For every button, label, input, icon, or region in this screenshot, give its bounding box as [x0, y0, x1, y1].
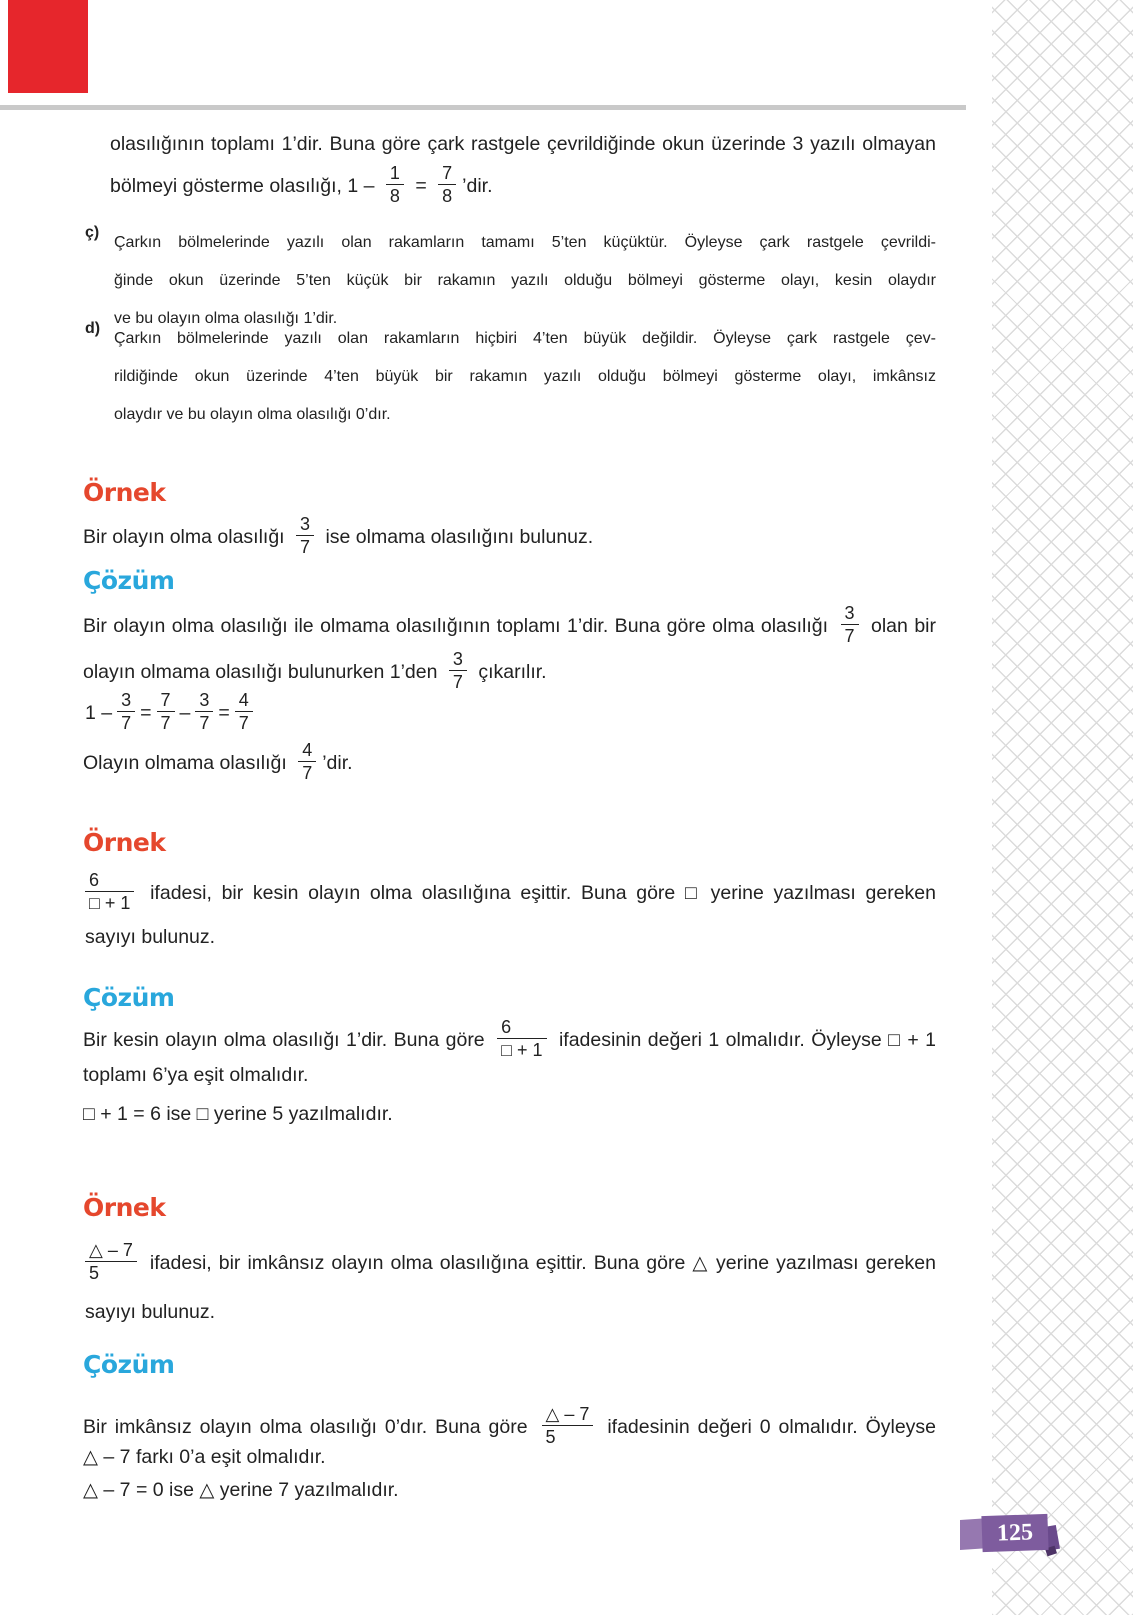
solution2-line-1	[83, 1012, 936, 1068]
fraction-numerator: 3	[300, 513, 311, 534]
fraction-numerator: 3	[121, 689, 132, 710]
equation-term: 1 –	[85, 702, 113, 724]
solution1-equation	[85, 688, 938, 738]
intro-line-2-suffix: ’dir.	[462, 175, 493, 197]
example-heading: Örnek	[83, 478, 166, 507]
solution3-text: Bir imkânsız olayın olma olasılığı 0’dır. Buna göre	[83, 1416, 528, 1438]
fraction	[841, 603, 859, 647]
example2-statement-2: sayıyı bulunuz.	[85, 926, 216, 948]
item-c-line-1: Çarkın bölmelerinde yazılı olan rakamların tamamı 5’ten küçüktür. Öyleyse çark rastgele çevrildi-	[114, 234, 936, 251]
fraction-denominator: □ + 1	[85, 891, 134, 914]
fraction-denominator: 8	[438, 184, 456, 207]
example1-text-after: ise olmama olasılığını bulunuz.	[325, 526, 594, 548]
solution1-text: ’dir.	[322, 752, 353, 774]
page-number-badge	[981, 1514, 1048, 1552]
crosshatch-pattern	[992, 0, 1133, 1615]
example1-text: Bir olayın olma olasılığı	[83, 526, 285, 548]
solution3-line-2: △ – 7 farkı 0’a eşit olmalıdır.	[83, 1446, 326, 1468]
solution-heading: Çözüm	[83, 566, 175, 595]
minus-sign: –	[179, 702, 191, 724]
solution2-text: ifadesinin değeri 1 olmalıdır. Öyleyse □ + 1	[558, 1029, 936, 1051]
fraction	[117, 690, 135, 734]
item-d-line-3: olaydır ve bu olayın olma olasılığı 0’dır.	[114, 406, 391, 423]
red-corner-tab	[8, 0, 88, 93]
intro-line-2	[110, 158, 936, 214]
fraction-denominator: 7	[298, 761, 316, 784]
solution2-line-3: □ + 1 = 6 ise □ yerine 5 yazılmalıdır.	[83, 1103, 393, 1125]
fraction	[542, 1404, 594, 1448]
fraction-numerator: 3	[844, 602, 855, 623]
example1-statement	[83, 509, 936, 565]
example2-statement	[85, 865, 936, 921]
solution2-text: Bir kesin olayın olma olasılığı 1’dir. Buna göre	[83, 1029, 485, 1051]
fraction-numerator: 1	[389, 162, 400, 183]
fraction-numerator: 4	[302, 739, 313, 760]
fraction	[449, 649, 467, 693]
fraction-denominator: 7	[235, 711, 253, 734]
fraction-numerator: △ – 7	[89, 1239, 133, 1260]
fraction-denominator: 7	[117, 711, 135, 734]
solution3-line-3: △ – 7 = 0 ise △ yerine 7 yazılmalıdır.	[83, 1479, 399, 1501]
fraction-numerator: 6	[89, 869, 100, 890]
intro-line-2-text: bölmeyi gösterme olasılığı, 1 –	[110, 175, 375, 197]
fraction	[298, 740, 316, 784]
fraction	[296, 514, 314, 558]
fraction-denominator: 7	[195, 711, 213, 734]
fraction	[497, 1017, 546, 1061]
solution1-text: çıkarılır.	[478, 661, 547, 683]
fraction-denominator: □ + 1	[497, 1038, 546, 1061]
fraction-denominator: 5	[85, 1261, 137, 1284]
solution1-text: olan bir	[871, 615, 936, 637]
solution1-text: Bir olayın olma olasılığı ile olmama olasılığının toplamı 1’dir. Buna göre olma olasılığı	[83, 615, 829, 637]
solution1-text: Olayın olmama olasılığı	[83, 752, 287, 774]
equals-sign: =	[415, 175, 427, 197]
fraction-denominator: 7	[296, 535, 314, 558]
solution1-line-1	[83, 603, 936, 649]
fraction	[85, 1240, 137, 1284]
fraction-numerator: △ – 7	[545, 1403, 590, 1424]
item-d-line-1: Çarkın bölmelerinde yazılı olan rakamların hiçbiri 4’ten büyük değildir. Öyleyse çark rastgele çev-	[114, 330, 936, 347]
fraction-numerator: 6	[501, 1016, 512, 1037]
fraction-numerator: 3	[452, 648, 463, 669]
fraction-denominator: 7	[841, 624, 859, 647]
item-c-line-2: ğinde okun üzerinde 5’ten küçük bir rakamın yazılı olduğu bölmeyi gösterme olayı, kesin olaydır	[114, 272, 936, 289]
solution2-line-2: toplamı 6’ya eşit olmalıdır.	[83, 1064, 309, 1086]
equals-sign: =	[140, 702, 152, 724]
fraction-numerator: 7	[442, 162, 453, 183]
fraction-numerator: 4	[238, 689, 249, 710]
list-item-d	[85, 320, 936, 434]
fraction	[195, 690, 213, 734]
page-number-ribbon	[960, 1514, 1064, 1560]
fraction-denominator: 7	[157, 711, 175, 734]
fraction-denominator: 7	[449, 670, 467, 693]
item-label: d)	[85, 320, 101, 337]
fraction	[85, 870, 134, 914]
solution1-text: olayın olmama olasılığı bulunurken 1’den	[83, 661, 438, 683]
horizontal-divider	[0, 105, 966, 110]
example2-text: ifadesi, bir kesin olayın olma olasılığına eşittir. Buna göre □ yerine yazılması gereken	[150, 882, 936, 904]
example3-statement-2: sayıyı bulunuz.	[85, 1301, 216, 1323]
example3-statement	[85, 1235, 936, 1291]
item-label: ç)	[85, 224, 100, 241]
solution3-text: ifadesinin değeri 0 olmalıdır. Öyleyse	[607, 1416, 937, 1438]
example-heading: Örnek	[83, 1193, 166, 1222]
item-c-line-3: ve bu olayın olma olasılığı 1’dir.	[114, 310, 338, 327]
solution-heading: Çözüm	[83, 983, 175, 1012]
intro-line-1: olasılığının toplamı 1’dir. Buna göre çark rastgele çevrildiğinde okun üzerinde 3 yazılı olmayan	[110, 133, 936, 155]
item-d-line-2: rildiğinde okun üzerinde 4’ten büyük bir rakamın yazılı olduğu bölmeyi gösterme olayı, imkânsız	[114, 368, 936, 385]
example-heading: Örnek	[83, 828, 166, 857]
page-number: 125	[996, 1518, 1034, 1547]
solution1-result	[83, 736, 936, 790]
fraction-denominator: 5	[542, 1425, 594, 1448]
fraction	[157, 690, 175, 734]
example3-text: ifadesi, bir imkânsız olayın olma olasılığına eşittir. Buna göre △ yerine yazılması gereken	[149, 1252, 936, 1274]
fraction	[386, 163, 404, 207]
fraction-numerator: 7	[160, 689, 171, 710]
solution-heading: Çözüm	[83, 1350, 175, 1379]
fraction-denominator: 8	[386, 184, 404, 207]
fraction	[438, 163, 456, 207]
fraction	[235, 690, 253, 734]
equals-sign: =	[218, 702, 230, 724]
fraction-numerator: 3	[199, 689, 210, 710]
